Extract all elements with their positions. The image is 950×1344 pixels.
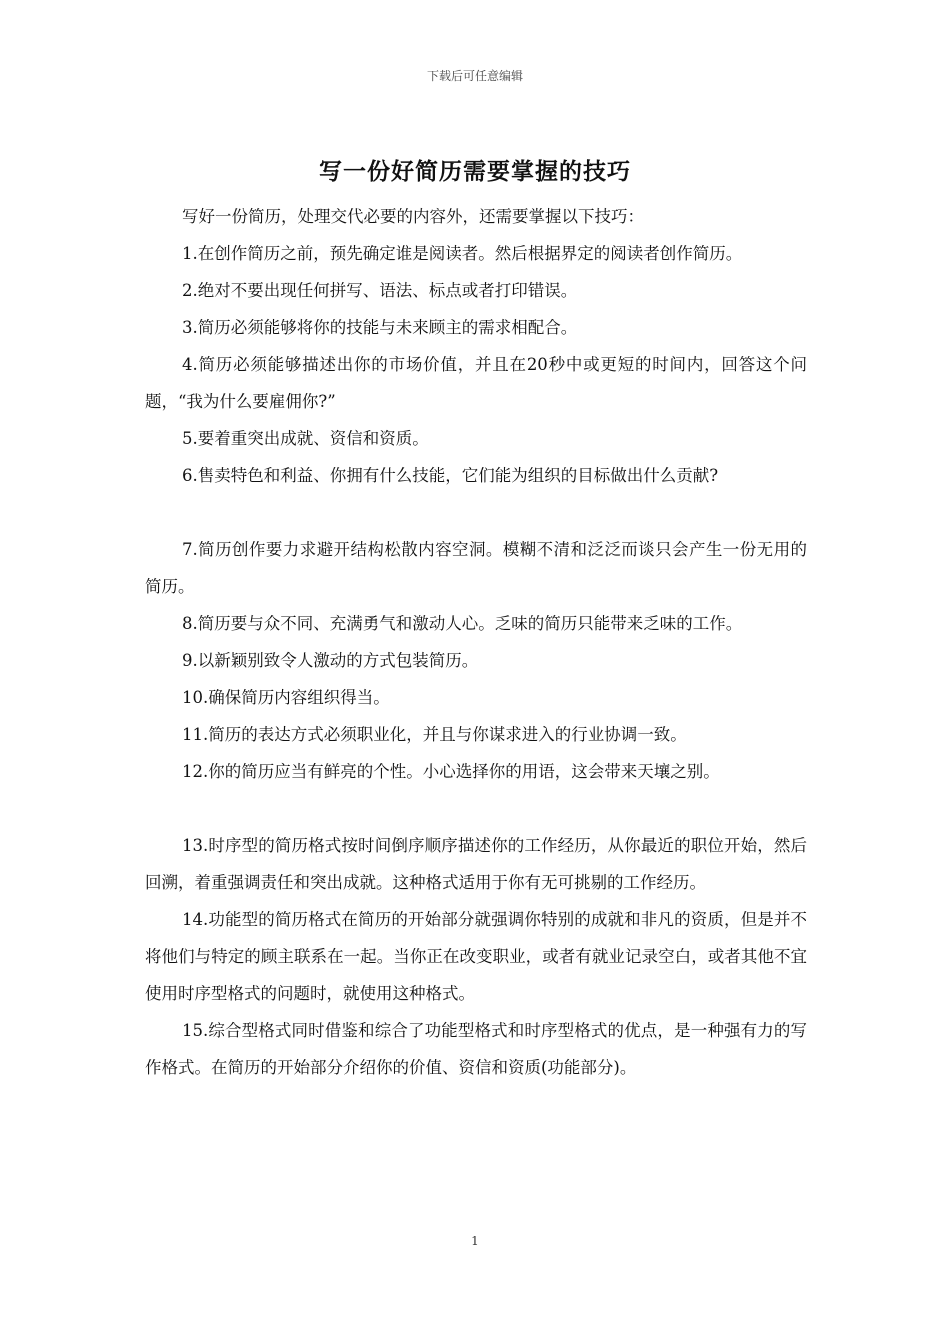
tip-paragraph-11: 11.简历的表达方式必须职业化，并且与你谋求进入的行业协调一致。 [182, 725, 687, 744]
tip-paragraph-12: 12.你的简历应当有鲜亮的个性。小心选择你的用语，这会带来天壤之别。 [182, 762, 720, 781]
document-title: 写一份好简历需要掌握的技巧 [319, 159, 631, 185]
tip-paragraph-15: 15.综合型格式同时借鉴和综合了功能型格式和时序型格式的优点，是一种强有力的写作格式。在简历的开始部分介绍你的价值、资信和资质(功能部分)。 [145, 1021, 807, 1077]
header-note: 下载后可任意编辑 [426, 69, 523, 83]
tip-paragraph-13: 13.时序型的简历格式按时间倒序顺序描述你的工作经历，从你最近的职位开始，然后回溯，着重强调责任和突出成就。这种格式适用于你有无可挑剔的工作经历。 [145, 836, 807, 892]
tip-paragraph-8: 8.简历要与众不同、充满勇气和激动人心。乏味的简历只能带来乏味的工作。 [182, 614, 743, 633]
tip-paragraph-10: 10.确保简历内容组织得当。 [182, 688, 390, 707]
tip-paragraph-3: 3.简历必须能够将你的技能与未来顾主的需求相配合。 [182, 318, 578, 337]
page-number: 1 [471, 1234, 479, 1248]
document-body [145, 198, 807, 1086]
tip-paragraph-7: 7.简历创作要力求避开结构松散内容空洞。模糊不清和泛泛而谈只会产生一份无用的简历。 [145, 540, 807, 596]
tip-paragraph-9: 9.以新颖别致令人激动的方式包装简历。 [182, 651, 479, 670]
tip-paragraph-2: 2.绝对不要出现任何拼写、语法、标点或者打印错误。 [182, 281, 578, 300]
tip-paragraph-5: 5.要着重突出成就、资信和资质。 [182, 429, 429, 448]
tip-paragraph-4: 4.简历必须能够描述出你的市场价值，并且在20秒中或更短的时间内，回答这个问题，“我为什么要雇佣你?” [145, 355, 807, 411]
intro-paragraph: 写好一份简历，处理交代必要的内容外，还需要掌握以下技巧： [182, 207, 644, 226]
tip-paragraph-14: 14.功能型的简历格式在简历的开始部分就强调你特别的成就和非凡的资质，但是并不将他们与特定的顾主联系在一起。当你正在改变职业，或者有就业记录空白，或者其他不宜使用时序型格式的问题时，就使用这种格式。 [145, 910, 807, 1003]
tip-paragraph-6: 6.售卖特色和利益、你拥有什么技能，它们能为组织的目标做出什么贡献? [182, 466, 719, 485]
tip-paragraph-1: 1.在创作简历之前，预先确定谁是阅读者。然后根据界定的阅读者创作简历。 [182, 244, 743, 263]
